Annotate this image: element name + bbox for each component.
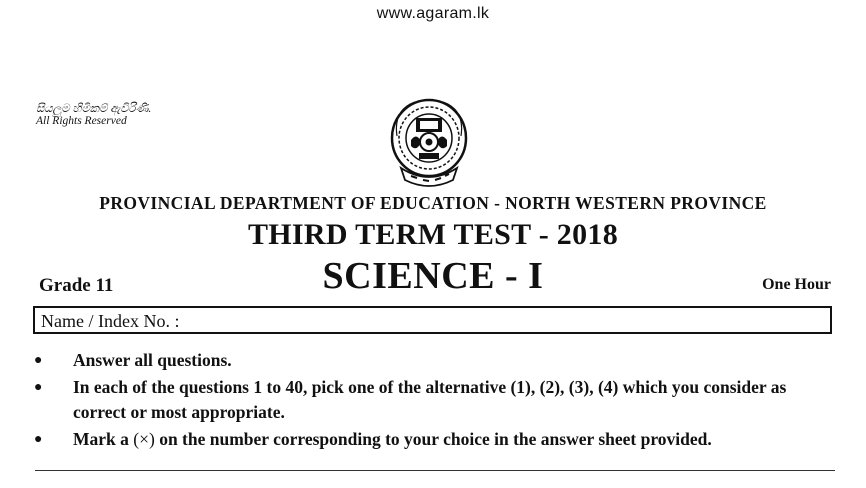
rights-sinhala: සියලුම හිමිකම් ඇවිරිණි. [36, 103, 152, 115]
name-index-label: Name / Index No. : [41, 311, 180, 331]
bullet-icon: ● [34, 432, 43, 447]
rights-english: All Rights Reserved [36, 115, 127, 127]
bullet-icon: ● [34, 353, 43, 368]
instruction-text: Answer all questions. [73, 350, 232, 370]
website-url: www.agaram.lk [376, 5, 490, 22]
department-heading: PROVINCIAL DEPARTMENT OF EDUCATION - NORTH WESTERN PROVINCE [99, 193, 767, 213]
instruction-text: In each of the questions 1 to 40, pick one of the alternative (1), (2), (3), (4) which you consider as correct or most appropriate. [73, 377, 787, 422]
name-index-field[interactable] [33, 306, 832, 334]
duration-label: One Hour [762, 276, 831, 293]
instruction-item [34, 348, 834, 373]
instruction-text: on the number corresponding to your choice in the answer sheet provided. [159, 429, 712, 449]
mark-prefix: Mark a [73, 429, 129, 449]
test-title: THIRD TERM TEST - 2018 [247, 218, 619, 251]
bullet-icon: ● [34, 380, 43, 395]
grade-label: Grade 11 [39, 275, 114, 296]
instruction-item [34, 427, 834, 452]
copyright-notice [36, 103, 151, 127]
instruction-item [34, 375, 834, 425]
provincial-emblem-icon [387, 96, 471, 188]
instructions-list [34, 348, 834, 452]
divider-line [35, 470, 835, 471]
subject-title: SCIENCE - I [322, 255, 544, 297]
cross-symbol: (×) [133, 429, 155, 449]
